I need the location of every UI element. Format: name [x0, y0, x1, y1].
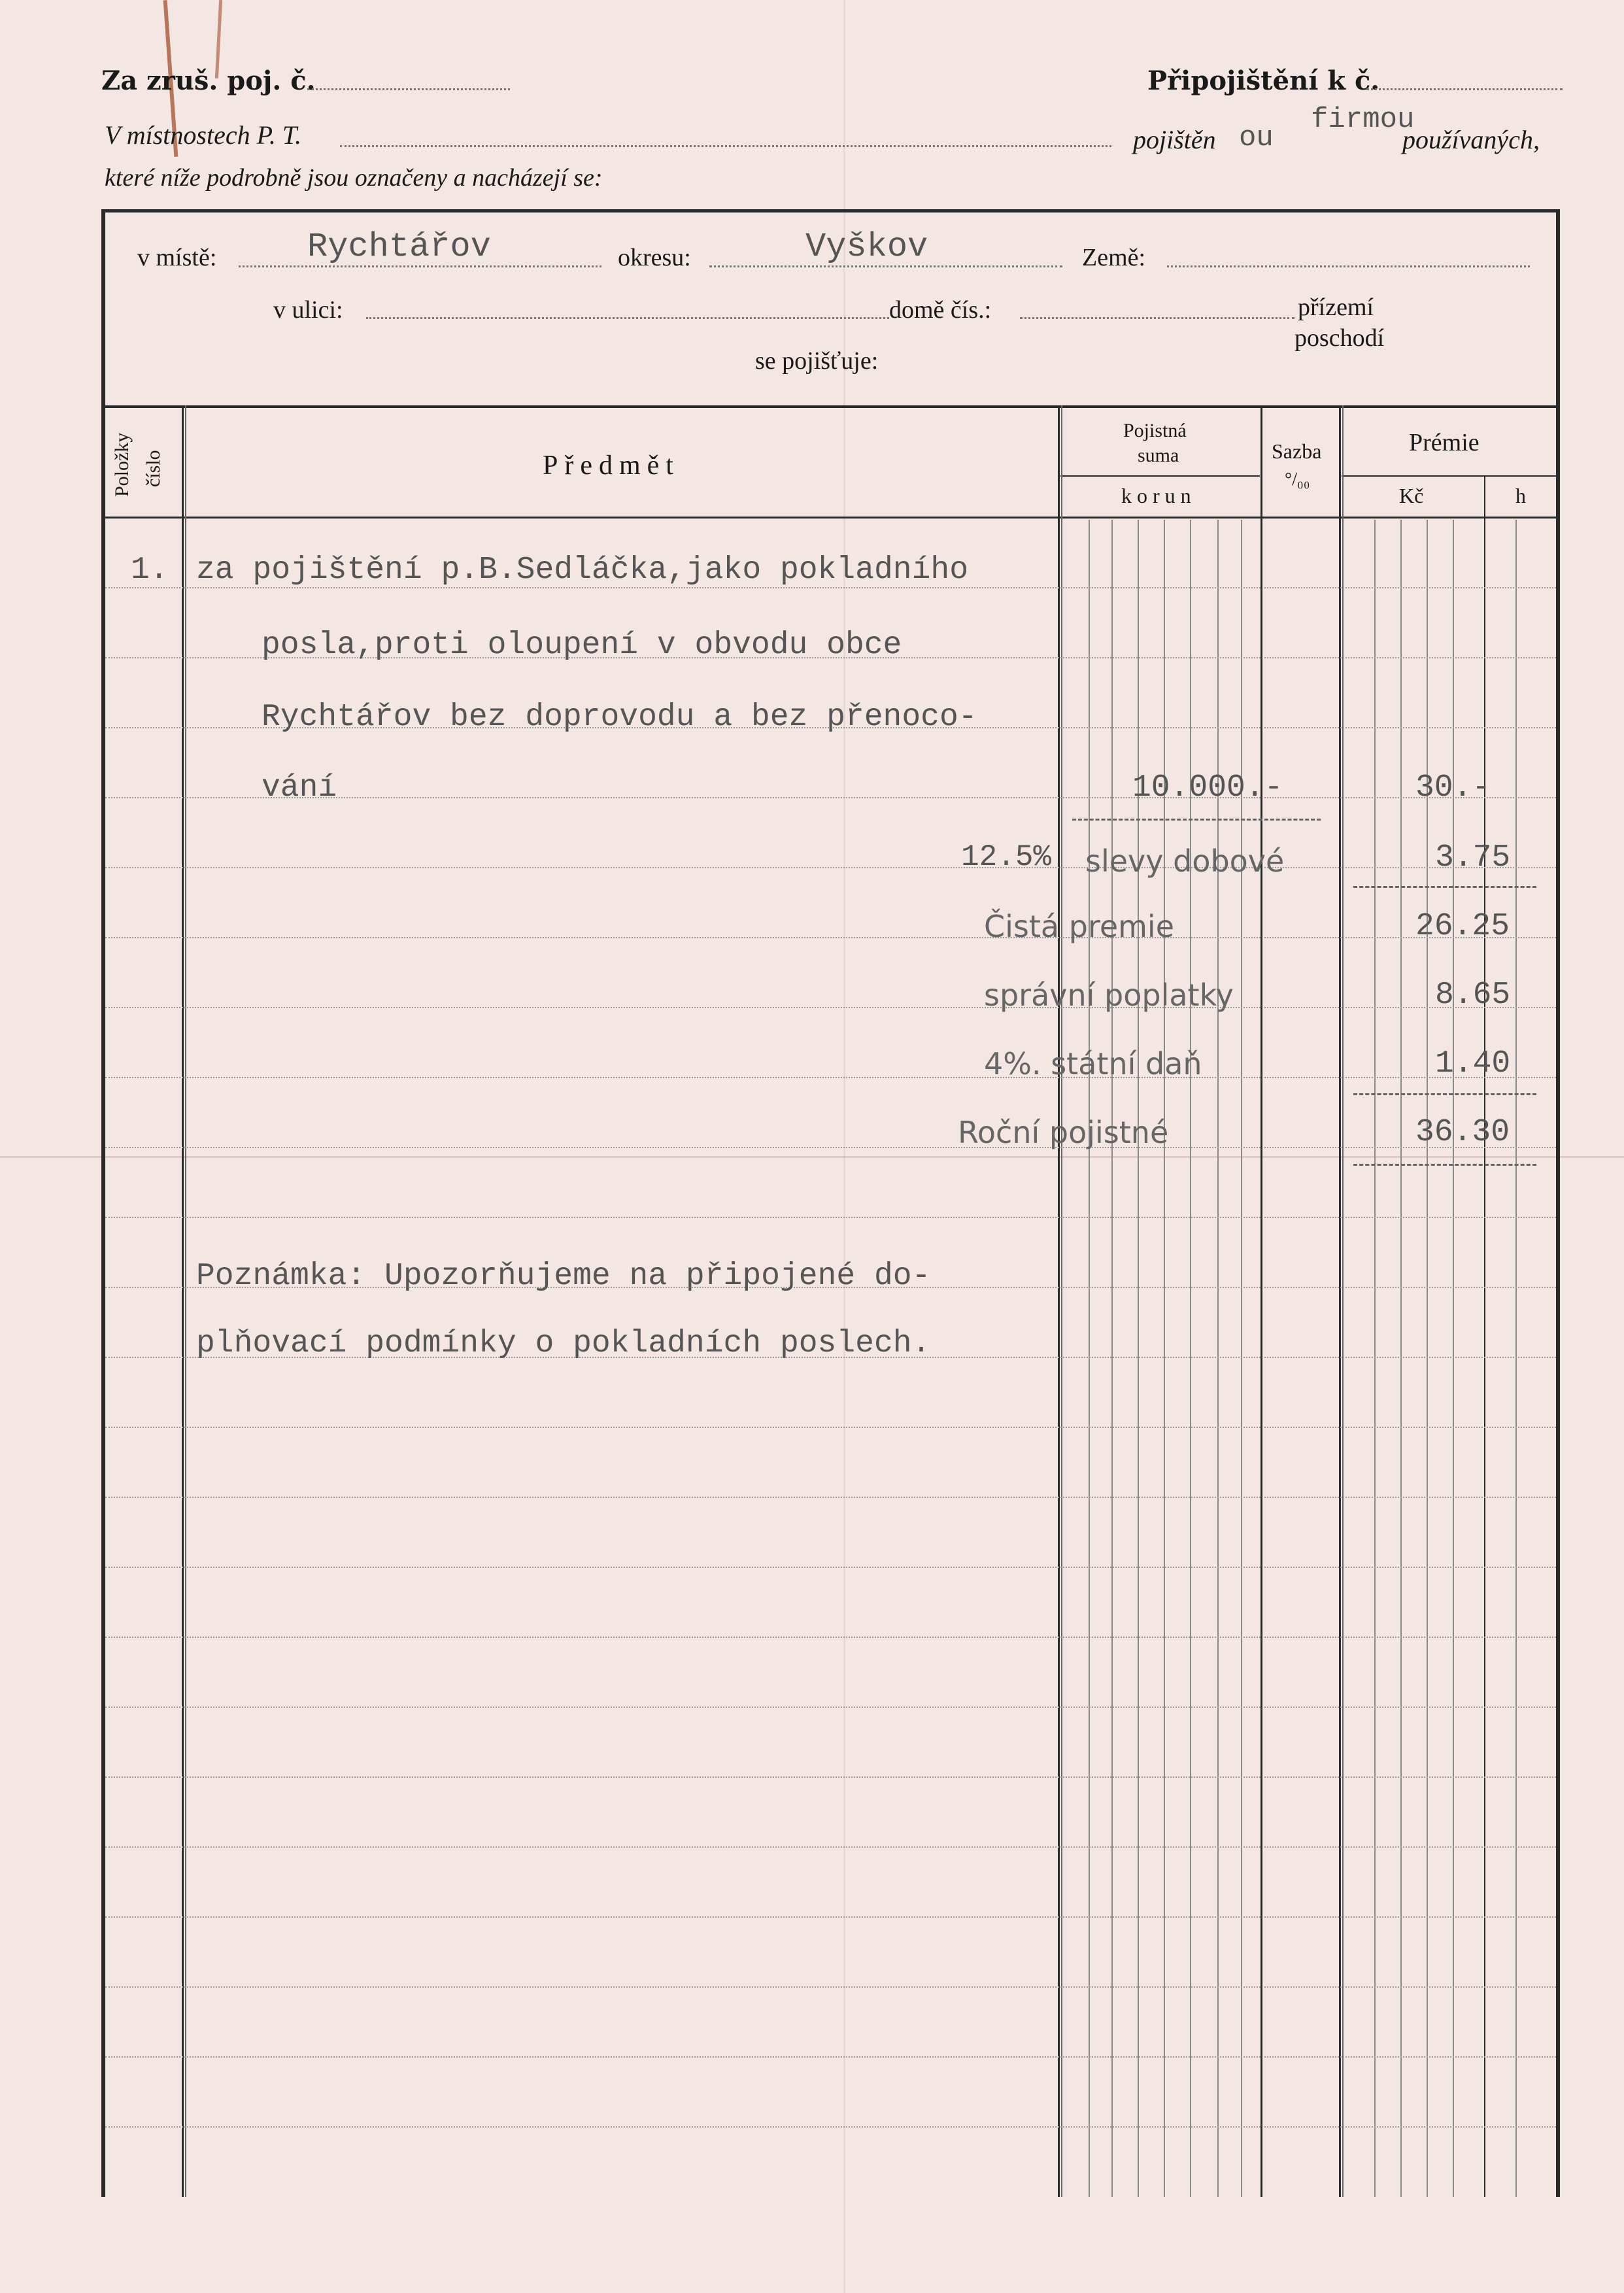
row-line	[105, 1916, 1556, 1918]
v-miste-label: v místě:	[137, 244, 217, 271]
row-line	[105, 1077, 1556, 1078]
row-line	[105, 1217, 1556, 1218]
row-line	[105, 1637, 1556, 1638]
kc-label: Kč	[1399, 484, 1424, 507]
dashed-rule	[1353, 886, 1536, 888]
tax-value: 1.40	[1435, 1046, 1511, 1081]
col-line-1b	[185, 405, 186, 2197]
fees-label: správní poplatky	[984, 977, 1234, 1013]
row-line	[105, 1427, 1556, 1428]
digit-col	[1515, 520, 1517, 2197]
digit-col	[1089, 520, 1090, 2197]
col-line-1	[182, 405, 184, 2197]
col-line-2b	[1061, 405, 1062, 2197]
row-line	[105, 1147, 1556, 1148]
premie-sub-rule	[1342, 475, 1557, 477]
za-zrus-line	[307, 88, 510, 90]
prizemi-label: přízemí	[1298, 294, 1374, 321]
entry-line-4: vání	[262, 770, 337, 806]
dome-cis-label: domě čís.:	[889, 296, 992, 324]
row-line	[105, 1707, 1556, 1708]
suma-sub-rule	[1060, 475, 1260, 477]
annual-value: 36.30	[1415, 1115, 1510, 1150]
zeme-label: Země:	[1082, 244, 1146, 271]
row-line	[105, 1497, 1556, 1498]
entry-line-3: Rychtářov bez doprovodu a bez přenoco-	[262, 700, 977, 735]
net-label: Čistá premie	[984, 909, 1175, 944]
frame-top	[101, 209, 1559, 212]
entry-line-2: posla,proti oloupení v obvodu obce	[262, 628, 902, 663]
row-line	[105, 1846, 1556, 1848]
entry-line-1: za pojištění p.B.Sedláčka,jako pokladního	[196, 552, 968, 588]
v-ulici-line	[366, 317, 889, 319]
korun-label: korun	[1121, 484, 1196, 507]
dashed-rule	[1072, 819, 1321, 821]
okresu-label: okresu:	[618, 244, 691, 271]
row-line	[105, 1567, 1556, 1568]
pojisten-typed-2: firmou	[1311, 103, 1415, 136]
sazba-label: Sazba	[1272, 439, 1322, 463]
okresu-value: Vyškov	[805, 228, 928, 266]
polozky-label: Položky	[111, 432, 133, 497]
v-ulici-label: v ulici:	[273, 296, 343, 324]
se-pojistuje-label: se pojišťuje:	[755, 347, 879, 375]
zeme-line	[1167, 265, 1530, 267]
pojisten-label: pojištěn	[1133, 125, 1216, 154]
premium-value: 30.-	[1415, 770, 1491, 806]
note-line-2: plňovací podmínky o pokladních poslech.	[196, 1326, 931, 1361]
col-line-3	[1260, 405, 1262, 2197]
col-line-2	[1058, 405, 1060, 2197]
frame-right	[1556, 209, 1560, 2197]
pripojisteni-line	[1366, 88, 1563, 90]
pouzivanych-label: používaných,	[1402, 125, 1540, 154]
col-line-5	[1484, 475, 1485, 2197]
note-line-1: Poznámka: Upozorňujeme na připojené do-	[196, 1259, 931, 1294]
col-line-4	[1339, 405, 1341, 2197]
fees-value: 8.65	[1435, 977, 1511, 1013]
col-line-4b	[1342, 405, 1344, 2197]
pojisten-typed-1: ou	[1239, 122, 1274, 154]
v-miste-value: Rychtářov	[307, 228, 491, 266]
row-line	[105, 2126, 1556, 2128]
tax-label: 4%. státní daň	[984, 1046, 1202, 1081]
pripojisteni-label: Připojištění k č.	[1147, 65, 1380, 96]
digit-col	[1374, 520, 1376, 2197]
ktere-label: které níže podrobně jsou označeny a nacházejí se:	[105, 164, 603, 192]
row-line	[105, 1007, 1556, 1008]
poschodi-label: poschodí	[1294, 324, 1385, 352]
item-number: 1.	[131, 552, 169, 588]
row-line	[105, 937, 1556, 938]
paper-fold	[0, 1156, 1624, 1158]
suma-label: suma	[1138, 445, 1179, 466]
frame-left	[101, 209, 105, 2197]
promille-label: °/₀₀	[1285, 469, 1310, 490]
premie-label: Prémie	[1409, 429, 1480, 456]
predmet-label: Předmět	[543, 450, 680, 481]
digit-col	[1400, 520, 1402, 2197]
v-mistnostech-line	[340, 145, 1111, 147]
za-zrus-label: Za zruš. poj. č.	[101, 65, 316, 96]
h-label: h	[1515, 484, 1526, 507]
v-mistnostech-label: V místnostech P. T.	[105, 120, 302, 150]
net-value: 26.25	[1415, 909, 1510, 944]
discount-label: slevy dobové	[1085, 843, 1285, 879]
digit-col	[1111, 520, 1113, 2197]
dome-cis-line	[1020, 317, 1294, 319]
discount-value: 3.75	[1435, 840, 1511, 875]
dashed-rule	[1353, 1093, 1536, 1095]
row-line	[105, 1776, 1556, 1778]
row-line	[105, 1986, 1556, 1988]
row-line	[105, 867, 1556, 868]
pojistna-label: Pojistná	[1123, 420, 1187, 441]
cislo-label: číslo	[143, 450, 164, 487]
discount-rate: 12.5%	[961, 840, 1052, 874]
sum-value: 10.000.-	[1132, 770, 1283, 806]
row-line	[105, 2056, 1556, 2058]
dashed-rule	[1353, 1164, 1536, 1166]
annual-label: Roční pojistné	[958, 1115, 1169, 1150]
